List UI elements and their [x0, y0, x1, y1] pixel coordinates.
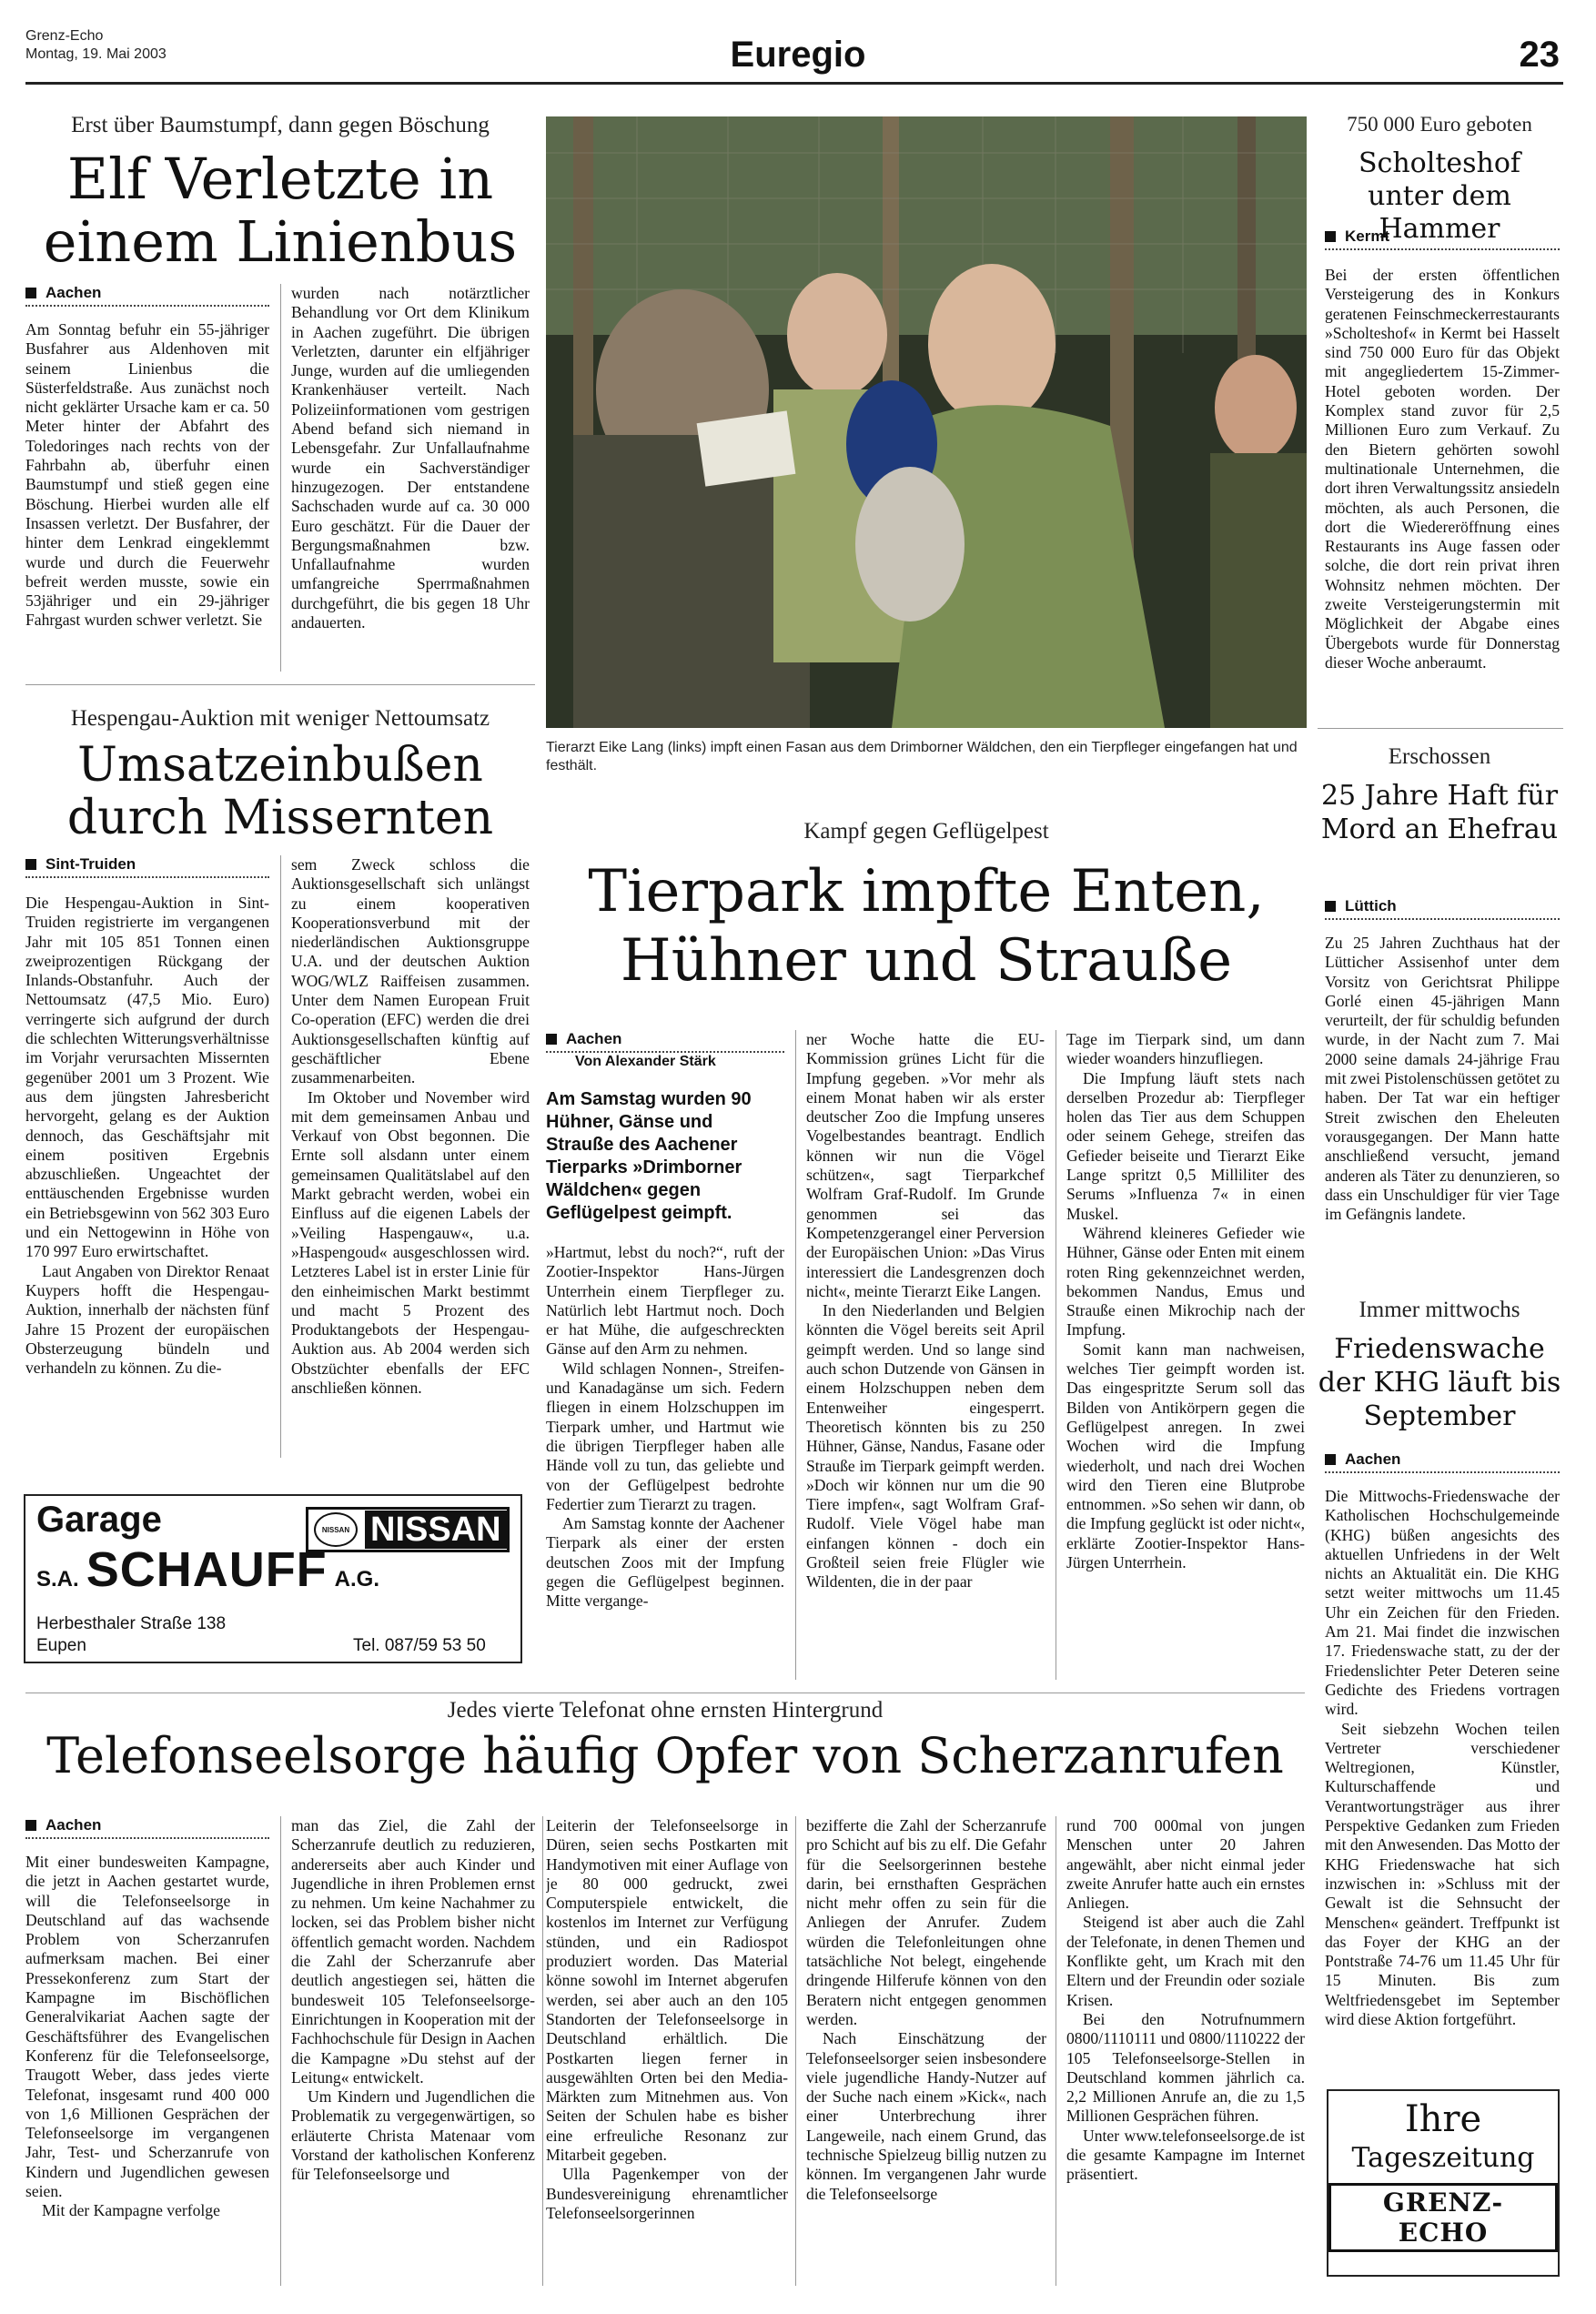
paragraph: wurden nach notärztlicher Behandlung vor Ort dem Klinikum in Aachen zugeführt. Die übrigen Verletzten, darunter ein elfjähriger Junge, wurden auf die umliegenden Krankenhäuser verteilt. Nach Polizeiinformationen vom gestrigen Abend befand sich niemand in Lebensgefahr. Zur Unfallaufnahme wurde ein Sachverständiger hinzugezogen. Der entstandene Sachschaden wurde auf ca. 30 000 Euro geschätzt. Für die Dauer der Bergungsmaßnahmen bzw. Unfallaufnahme wurden umfangreiche Sperrmaßnahmen durchgeführt, die bis gegen 18 Uhr andauerten. — [291, 284, 530, 632]
headline: Umsatzeinbußen durch Missernten — [66, 738, 494, 846]
kicker: Erst über Baumstumpf, dann gegen Böschung — [71, 113, 490, 137]
ad-prefix: S.A. — [36, 1567, 79, 1592]
article-column — [806, 1816, 1046, 2286]
nissan-badge-icon — [314, 1512, 358, 1547]
paragraph: Die Mittwochs-Friedenswache der Katholischen Hochschulgemeinde (KHG) büßen angesichts des aktuellen Unfriedens in der Welt nichts an Aktualität ein. Die KHG setzt weiter mittwochs um 11.45 Uhr ein Zeichen für den Frieden. Am 21. Mai findet die inzwischen 17. Friedenswache statt, zu der der Friedenslichter Peter Deteren seine Gedichte des Friedens vortragen wird. — [1325, 1487, 1560, 1719]
ad-garage-schauff[interactable] — [24, 1494, 522, 1663]
article-column — [291, 1816, 535, 2286]
location-line — [1325, 227, 1560, 250]
location-marker — [1325, 901, 1336, 912]
kicker: 750 000 Euro geboten — [1347, 113, 1532, 136]
location: Aachen — [45, 1816, 102, 1834]
location-line — [25, 1816, 269, 1839]
paragraph: Um Kindern und Jugendlichen die Problematik zu vergegenwärtigen, so erläuterte Christa Matenaar vom Vorstand der katholischen Konferenz für Telefonseelsorge und — [291, 2087, 535, 2184]
location: Aachen — [45, 284, 102, 301]
paragraph: bezifferte die Zahl der Scherzanrufe pro Schicht auf bis zu elf. Die Gefahr für die Seelsorgerinnen bestehe darin, bei ernsthaften Gesprächen nicht mehr offen zu sein für die Anliegen der Anrufer. Zudem würden die Telefonleitungen ohne tatsächliche Not belegt, eingehende dringende Hilferufe können von den Beratern nicht entgegen genommen werden. — [806, 1816, 1046, 2028]
location-line — [25, 284, 269, 307]
grenz-echo-logo: GRENZ-ECHO — [1328, 2183, 1558, 2252]
headline: Telefonseelsorge häufig Opfer von Scherzanrufen — [46, 1727, 1284, 1784]
paragraph: Wild schlagen Nonnen-, Streifen- und Kanadagänse um sich. Federn fliegen in einem Holzschuppen im Tierpark umher, und Hartmut wie die übrigen Tierpfleger haben alle Hände voll zu tun, das geliebte und von der Geflügelpest bedrohte Federtier zum Tierarzt zu tragen. — [546, 1359, 784, 1513]
ad-suffix: A.G. — [334, 1567, 380, 1592]
paragraph: Im Oktober und November wird mit dem gemeinsamen Anbau und Verkauf von Obst begonnen. Die Ernte soll alsdann unter einem gemeinsamen Qualitätslabel auf den Markt gebracht werden, wobei ein Einfluss auf die eigenen Labels der »Veiling Haspengauw«, u.a. »Haspengoud« ausgeschlossen wird. Letzteres Label ist in erster Linie für den einheimischen Markt bestimmt und macht 5 Prozent des Produktangebots der Hespengau-Auktion aus. Ab 2004 werden sich Obstzüchter ebenfalls der EFC anschließen können. — [291, 1087, 530, 1398]
paragraph: Während kleineres Gefieder wie Hühner, Gänse oder Enten mit einem roten Ring gekennzeichnet werden, bekommen Nandus, Emus und Strauße einen Mikrochip nach der Impfung. — [1066, 1223, 1305, 1339]
promo-box[interactable] — [1327, 2089, 1560, 2277]
paragraph: Mit der Kampagne verfolge — [42, 2201, 220, 2220]
masthead-date: Montag, 19. Mai 2003 — [25, 46, 167, 62]
byline: Von Alexander Stärk — [575, 1054, 716, 1069]
location-line — [25, 855, 269, 878]
paragraph: Seit siebzehn Wochen teilen Vertreter verschiedener Weltregionen, Künstler, Kulturschaffende und Verantwortungsträger aus ihrer Perspektive Gedanken zum Frieden mit den Anwesenden. Das Motto der KHG Friedenswache hat sich inzwischen in: »Schluss mit der Gewalt ist die Sehnsucht der Menschen« geändert. Treffpunkt ist das Foyer der KHG an der Pontstraße 74-76 um 11.45 Uhr für 15 Minuten. Bis zum Weltfriedensgebet im September wird diese Aktion fortgeführt. — [1325, 1719, 1560, 2029]
paragraph: Nach Einschätzung der Telefonseelsorger seien insbesondere viele jugendliche Handy-Nutzer auf der Suche nach einem »Kick«, nach einer Unterbrechung ihrer Langeweile, nach einem Grund, das technische Spielzeug billig nutzen zu können. Im vergangenen Jahr wurde die Telefonseelsorge — [806, 2029, 1046, 2203]
location: Kermt — [1345, 227, 1390, 245]
section-rule — [25, 684, 535, 685]
paragraph: sem Zweck schloss die Auktionsgesellschaft sich unlängst zu einem kooperativen Kooperationsverbund mit der niederländischen Auktionsgruppe U.A. und der deutschen Auktion WOG/WLZ Raiffeisen zusammen. Unter dem Namen European Fruit Co-operation (EFC) werden die drei Auktionsgesellschaften künftig auf geschäftlicher Ebene zusammenarbeiten. — [291, 855, 530, 1087]
section-rule — [1318, 728, 1563, 729]
paragraph: Somit kann man nachweisen, welches Tier geimpft worden ist. Das eingespritzte Serum soll das Bilden von Antikörpern gegen die Geflügelpest anregen. In zwei Wochen wird die Impfung wiederholt, und nach drei Wochen wird den Tieren eine Blutprobe entnommen. »So sehen wir dann, ob die Impfung geglückt ist oder nicht«, erklärte Zootier-Inspektor Hans-Jürgen Unterrhein. — [1066, 1339, 1305, 1572]
article-column — [1066, 1816, 1305, 2286]
location: Sint-Truiden — [45, 855, 136, 873]
ad-phone: Tel. 087/59 53 50 — [353, 1636, 486, 1655]
paragraph: Unter www.telefonseelsorge.de ist die gesamte Kampagne im Internet präsentiert. — [1066, 2126, 1305, 2184]
article-column — [1325, 1487, 1560, 2077]
location-marker — [1325, 1454, 1336, 1465]
column-rule — [280, 855, 281, 1458]
column-rule — [795, 1030, 796, 1680]
paragraph: Am Sonntag befuhr ein 55-jähriger Busfahrer aus Aldenhoven mit seinem Linienbus die Süsterfeldstraße. Aus zunächst noch nicht geklärter Ursache kam er ca. 50 Meter hinter der Abfahrt des Toledoringes nach rechts von der Fahrbahn ab, überfuhr einen Baumstumpf und stieß gegen eine Böschung. Hierbei wurden alle elf Insassen verletzt. Der Busfahrer, der hinter dem Lenkrad eingeklemmt wurde und durch die Feuerwehr befreit werden musste, sowie ein 53jähriger und ein 29-jähriger Fahrgast wurden schwer verletzt. Sie — [25, 320, 269, 630]
masthead-rule — [25, 82, 1563, 85]
article-column — [25, 1853, 269, 2286]
location-marker — [25, 1820, 36, 1831]
ad-title: Garage — [36, 1500, 162, 1540]
paragraph: »Hartmut, lebst du noch?“, ruft der Zootier-Inspektor Hans-Jürgen Unterrhein einem Tierpfleger zu. Natürlich lebt Hartmut noch. Doch er hat Mühe, die aufgeschreckten Gänse auf den Arm zu nehmen. — [546, 1243, 784, 1359]
article-column — [1066, 1030, 1305, 1680]
paragraph: man das Ziel, die Zahl der Scherzanrufe deutlich zu reduzieren, andererseits aber auch Kinder und Jugendliche in ihren Problemen ernst zu nehmen. Um keine Nachahmer zu locken, sei das Problem bisher nicht öffentlich gemacht worden. Nachdem die Zahl der Scherzanrufe aber deutlich angestiegen sei, hätten die bundesweit 105 Telefonseelsorge-Einrichtungen in Kooperation mit der Fachhochschule für Design in Aachen die Kampagne »Du stehst auf der Leitung« entwickelt. — [291, 1816, 535, 2087]
lead-paragraph: Am Samstag wurden 90 Hühner, Gänse und Strauße des Aachener Tierparks »Drimborner Wäldchen« gegen Geflügelpest geimpft. — [546, 1089, 752, 1223]
article-column — [25, 320, 269, 672]
location: Aachen — [1345, 1450, 1401, 1468]
promo-line1: Ihre — [1404, 2098, 1482, 2140]
column-rule — [795, 1816, 796, 2286]
nissan-brand: NISSAN — [365, 1511, 507, 1549]
article-column — [1325, 266, 1560, 713]
article-column — [806, 1030, 1045, 1680]
paragraph: rund 700 000mal von jungen Menschen unter 20 Jahren angewählt, aber nicht einmal jeder zweite Anrufer hatte auch ein ernstes Anliegen. — [1066, 1816, 1305, 1913]
location-line — [1325, 1450, 1560, 1473]
ad-address: Herbesthaler Straße 138 — [36, 1614, 227, 1633]
article-column — [291, 855, 530, 1458]
paragraph: In den Niederlanden und Belgien könnten die Vögel bereits seit April geimpft werden. Und so lange sind auch schon Dutzende von Gänsen in einem Holzschuppen neben dem Entenweiher eingesperrt. Theoretisch könnten bis zu 250 Hühner, Gänse, Nandus, Fasane oder Strauße im Tierpark geimpft werden. »Doch wir können nur um die 90 Tiere impfen«, sagt Wolfram Graf-Rudolf. Viele Vögel habe man einfangen können - doch ein Großteil seien freie Flügler wie Wildenten, die in der paar — [806, 1301, 1045, 1592]
location-marker — [25, 288, 36, 298]
photo-illustration — [546, 116, 1307, 728]
article-column — [546, 1243, 784, 1680]
section-title: Euregio — [730, 35, 866, 75]
paragraph: Am Samstag konnte der Aachener Tierpark als einer der ersten deutschen Zoos mit der Impfung gegen die Geflügelpest beginnen. Mitte vergange- — [546, 1514, 784, 1611]
location: Lüttich — [1345, 897, 1397, 914]
kicker: Hespengau-Auktion mit weniger Nettoumsatz — [70, 706, 490, 731]
paragraph: Steigend ist aber auch die Zahl der Telefonate, in denen Themen und Konflikte geht, um Krach mit den Eltern und der Freundin oder soziale Krisen. — [1066, 1913, 1305, 2009]
column-rule — [280, 1816, 281, 2286]
headline: 25 Jahre Haft für Mord an Ehefrau — [1320, 780, 1559, 845]
article-column — [25, 894, 269, 1458]
paragraph: Die Impfung läuft stets nach derselben Prozedur ab: Tierpfleger holen das Tier aus dem Schuppen oder seinem Gehege, streifen das Gefieder beiseite und Tierarzt Eike Lange spritzt 0,5 Milliliter des Serums »Influenza 7« in einen Muskel. — [1066, 1068, 1305, 1223]
ad-company: SCHAUFF — [86, 1542, 328, 1597]
kicker: Jedes vierte Telefonat ohne ernsten Hintergrund — [447, 1698, 884, 1723]
article-column — [1325, 934, 1560, 1279]
location-marker — [1325, 231, 1336, 242]
location-marker — [546, 1034, 557, 1045]
ad-city: Eupen — [36, 1636, 86, 1655]
column-rule — [280, 284, 281, 672]
promo-line2: Tageszeitung — [1351, 2142, 1535, 2174]
location-line — [546, 1030, 784, 1053]
paragraph: Die Hespengau-Auktion in Sint-Truiden registrierte im vergangenen Jahr mit 105 851 Tonnen einen zweiprozentigen Rückgang der Inlands-Obstanfuhr. Auch der Nettoumsatz (47,5 Mio. Euro) verringerte sich aufgrund der durch die schlechten Witterungsverhältnisse im Vorjahr verursachten Missernten gegenüber 2001 um 3 Prozent. Wie aus dem jüngsten Jahresbericht hervorgeht, gelang es der Auktion dennoch, das Geschäftsjahr mit einem positiven Ergebnis abzuschließen. Ungeachtet der enttäuschenden Ergebnisse wurden ein Betriebsgewinn von 562 303 Euro und ein Nettogewinn in Höhe von 170 997 Euro erwirtschaftet. — [25, 894, 269, 1261]
location-line — [1325, 897, 1560, 920]
paragraph: Ulla Pagenkemper von der Bundesvereinigung ehrenamtlicher Telefonseelsorgerinnen — [546, 2165, 788, 2222]
paragraph: ner Woche hatte die EU-Kommission grünes Licht für die Impfung gegeben. »Vor mehr als einem Monat haben wir als erster deutscher Zoo die Impfung unseres Vogelbestandes beantragt. Endlich können wir nun die Vögel schützen«, sagt Tierparkchef Wolfram Graf-Rudolf. Im Grunde genommen sei das Kompetenzgerangel einer Perversion der Europäischen Union: »Das Virus interessiert die Landesgrenzen doch nicht«, meinte Tierarzt Eike Langen. — [806, 1030, 1045, 1300]
headline: Friedenswache der KHG läuft bis September — [1318, 1333, 1561, 1432]
page-number: 23 — [1519, 35, 1560, 75]
headline: Elf Verletzte in einem Linienbus — [43, 146, 518, 276]
article-column — [546, 1816, 788, 2286]
kicker: Erschossen — [1388, 744, 1491, 769]
paragraph: Tage im Tierpark sind, um dann wieder woanders hinzufliegen. — [1066, 1030, 1305, 1068]
column-rule — [542, 1816, 543, 2286]
nissan-logo — [306, 1507, 510, 1552]
paragraph: Bei der ersten öffentlichen Versteigerung des in Konkurs geratenen Feinschmeckerrestaurants »Scholteshof« in Kermt bei Hasselt sind 750 000 Euro für das Objekt mit angegliedertem 15-Zimmer-Hotel geboten worden. Der Komplex stand zuvor für 2,5 Millionen Euro zum Verkauf. Zu den Bietern gehörten sowohl multinationale Unternehmen, die dort ihren Verwaltungssitz ansiedeln möchten, als auch Personen, die dort die Wiedereröffnung eines Restaurants ins Auge fassen oder solche, die dort rein privat ihren Wohnsitz nehmen möchten. Der zweite Versteigerungstermin mit Möglichkeit der Abgabe eines Übergebots wurde für Donnerstag dieser Woche anberaumt. — [1325, 266, 1560, 672]
paragraph: Bei den Notrufnummern 0800/1110111 und 0800/1110222 der 105 Telefonseelsorge-Stellen in Deutschland kommen jährlich ca. 2,2 Millionen Anrufe an, die zu 1,5 Millionen Gesprächen führen. — [1066, 2009, 1305, 2126]
headline: Tierpark impfte Enten, Hühner und Strauße — [588, 858, 1265, 995]
photo-caption: Tierarzt Eike Lang (links) impft einen Fasan aus dem Drimborner Wäldchen, den ein Tierpfleger eingefangen hat und festhält. — [546, 740, 1298, 773]
paragraph: Mit einer bundesweiten Kampagne, die jetzt in Aachen gestartet wurde, will die Telefonseelsorge in Deutschland auf das wachsende Problem von Scherzanrufen aufmerksam machen. Bei einer Pressekonferenz zum Start der Kampagne im Bischöflichen Generalvikariat Aachen sagte der Geschäftsführer des Evangelischen Konferenz für die Telefonseelsorge, Traugott Weber, dass jedes vierte Telefonat, insgesamt rund 400 000 von 1,6 Millionen Gesprächen der Telefonseelsorge im vergangenen Jahr, Test- und Scherzanrufe von Kindern und Jugendlichen gewesen seien. — [25, 1853, 269, 2201]
location: Aachen — [566, 1030, 622, 1047]
news-photo — [546, 116, 1307, 728]
nissan-badge-text: NISSAN — [321, 1525, 350, 1534]
article-column — [291, 284, 530, 672]
kicker: Kampf gegen Geflügelpest — [803, 819, 1049, 844]
headline: Scholteshof unter dem Hammer — [1358, 147, 1521, 245]
paragraph: Laut Angaben von Direktor Renaat Kuypers hofft die Hespengau-Auktion, innerhalb der nächsten fünf Jahre 15 Prozent der europäischen Obsterzeugung bündeln und verhandeln zu können. Zu die- — [25, 1261, 269, 1378]
location-marker — [25, 859, 36, 870]
paragraph: Leiterin der Telefonseelsorge in Düren, seien sechs Postkarten mit Handymotiven mit einer Auflage von je 80 000 gedruckt, zwei Computerspiele entwickelt, die kostenlos im Internet zur Verfügung stünden, und ein Radiospot produziert worden. Das Material könne sowohl im Internet abgerufen werden, sei aber auch an den 105 Standorten der Telefonseelsorge in Deutschland erhältlich. Die Postkarten liegen ferner in ausgewählten Orten bei den Media-Märkten zum Mitnehmen aus. Von Seiten der Schulen habe es bisher eine erfreuliche Resonanz zur Mitarbeit gegeben. — [546, 1816, 788, 2165]
paragraph: Zu 25 Jahren Zuchthaus hat der Lütticher Assisenhof unter dem Vorsitz von Gerichtsrat Philippe Gorlé einen 45-jährigen Mann verurteilt, der für schuldig befunden wurde, in der Nacht zum 7. Mai 2000 seine damals 24-jährige Frau mit zwei Pistolenschüssen getötet zu haben. Der Tat war ein heftiger Streit zwischen den Eheleuten vorausgegangen. Der Mann hatte anschließend versucht, jemand anderen als Täter zu denunzieren, so dass ein Unschuldiger für vier Tage im Gefängnis landete. — [1325, 934, 1560, 1224]
masthead-paper: Grenz-Echo — [25, 28, 104, 44]
kicker: Immer mittwochs — [1359, 1298, 1520, 1322]
